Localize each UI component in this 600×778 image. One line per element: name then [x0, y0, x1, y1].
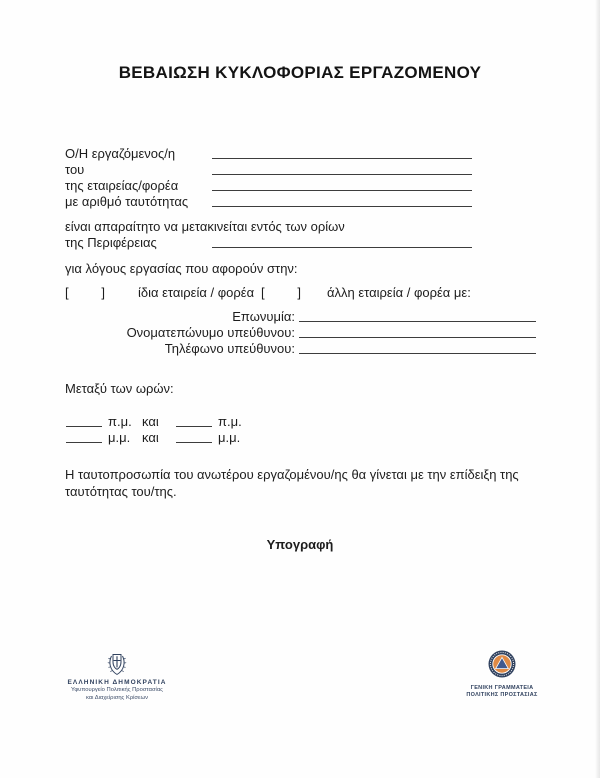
hours-heading: Μεταξύ των ωρών:: [65, 381, 174, 396]
bracket-close: ]: [297, 285, 301, 300]
page-title: ΒΕΒΑΙΩΣΗ ΚΥΚΛΟΦΟΡΙΑΣ ΕΡΓΑΖΟΜΕΝΟΥ: [118, 63, 482, 82]
manager-phone-label: Τηλέφωνο υπεύθυνου:: [164, 341, 295, 356]
footer-civil-protection: [452, 650, 552, 699]
hours-pm-suffix1: μ.μ.: [108, 430, 131, 445]
footer-left-line3: και Διαχείρισης Κρίσεων: [85, 694, 148, 701]
identification-note: Η ταυτοπροσωπία του ανωτέρου εργαζομένου/ης θα γίνεται με την επίδειξη της ταυτότητας του/της.: [65, 467, 519, 499]
hours-am-suffix1: π.μ.: [108, 414, 132, 429]
footer-left-line2: Υφυπουργείο Πολιτικής Προστασίας: [71, 687, 163, 693]
footer-hellenic-republic: [55, 651, 179, 702]
patronymic-label: του: [65, 162, 85, 177]
company-blank[interactable]: [212, 178, 472, 191]
hours-pm-end-blank[interactable]: [176, 430, 212, 443]
bracket-open: [: [261, 285, 265, 300]
hours-am-conjunction: και: [142, 414, 159, 429]
hellenic-republic-emblem-icon: [107, 651, 127, 668]
company-name-blank[interactable]: [299, 309, 536, 322]
manager-name-blank[interactable]: [299, 325, 536, 338]
reason-intro: για λόγους εργασίας που αφορούν στην:: [65, 261, 298, 276]
option-other-company-label: άλλη εταιρεία / φορέα με:: [327, 285, 471, 300]
company-label: της εταιρείας/φορέα: [65, 178, 179, 193]
option-same-company-label: ίδια εταιρεία / φορέα: [138, 285, 255, 300]
region-blank[interactable]: [212, 235, 472, 248]
manager-phone-blank[interactable]: [299, 341, 536, 354]
movement-statement-line1: είναι απαραίτητο να μετακινείται εντός των ορίων: [65, 219, 345, 234]
bracket-open: [: [65, 285, 69, 300]
employee-name-label: Ο/Η εργαζόμενος/η: [65, 146, 176, 161]
hours-am-suffix2: π.μ.: [218, 414, 242, 429]
hours-pm-suffix2: μ.μ.: [218, 430, 241, 445]
manager-name-label: Ονοματεπώνυμο υπεύθυνου:: [126, 325, 295, 340]
footer-left-line1: ΕΛΛΗΝΙΚΗ ΔΗΜΟΚΡΑΤΙΑ: [67, 679, 167, 686]
footer-right-line1: ΓΕΝΙΚΗ ΓΡΑΜΜΑΤΕΙΑ: [470, 685, 534, 691]
hours-pm-conjunction: και: [142, 430, 159, 445]
hours-am-start-blank[interactable]: [66, 414, 102, 427]
id-number-label: με αριθμό ταυτότητας: [65, 194, 189, 209]
checkbox-same-company[interactable]: [65, 285, 105, 301]
employee-name-blank[interactable]: [212, 146, 472, 159]
patronymic-blank[interactable]: [212, 162, 472, 175]
civil-protection-logo-icon: [488, 650, 516, 667]
company-name-label: Επωνυμία:: [232, 309, 295, 324]
signature-label: Υπογραφή: [266, 537, 334, 552]
hours-am-end-blank[interactable]: [176, 414, 212, 427]
footer-right-line2: ΠΟΛΙΤΙΚΗΣ ΠΡΟΣΤΑΣΙΑΣ: [466, 692, 538, 698]
hours-pm-start-blank[interactable]: [66, 430, 102, 443]
region-label: της Περιφέρειας: [65, 235, 157, 250]
checkbox-other-company[interactable]: [261, 285, 301, 301]
page-edge-shadow: [595, 0, 600, 778]
id-number-blank[interactable]: [212, 194, 472, 207]
bracket-close: ]: [101, 285, 105, 300]
